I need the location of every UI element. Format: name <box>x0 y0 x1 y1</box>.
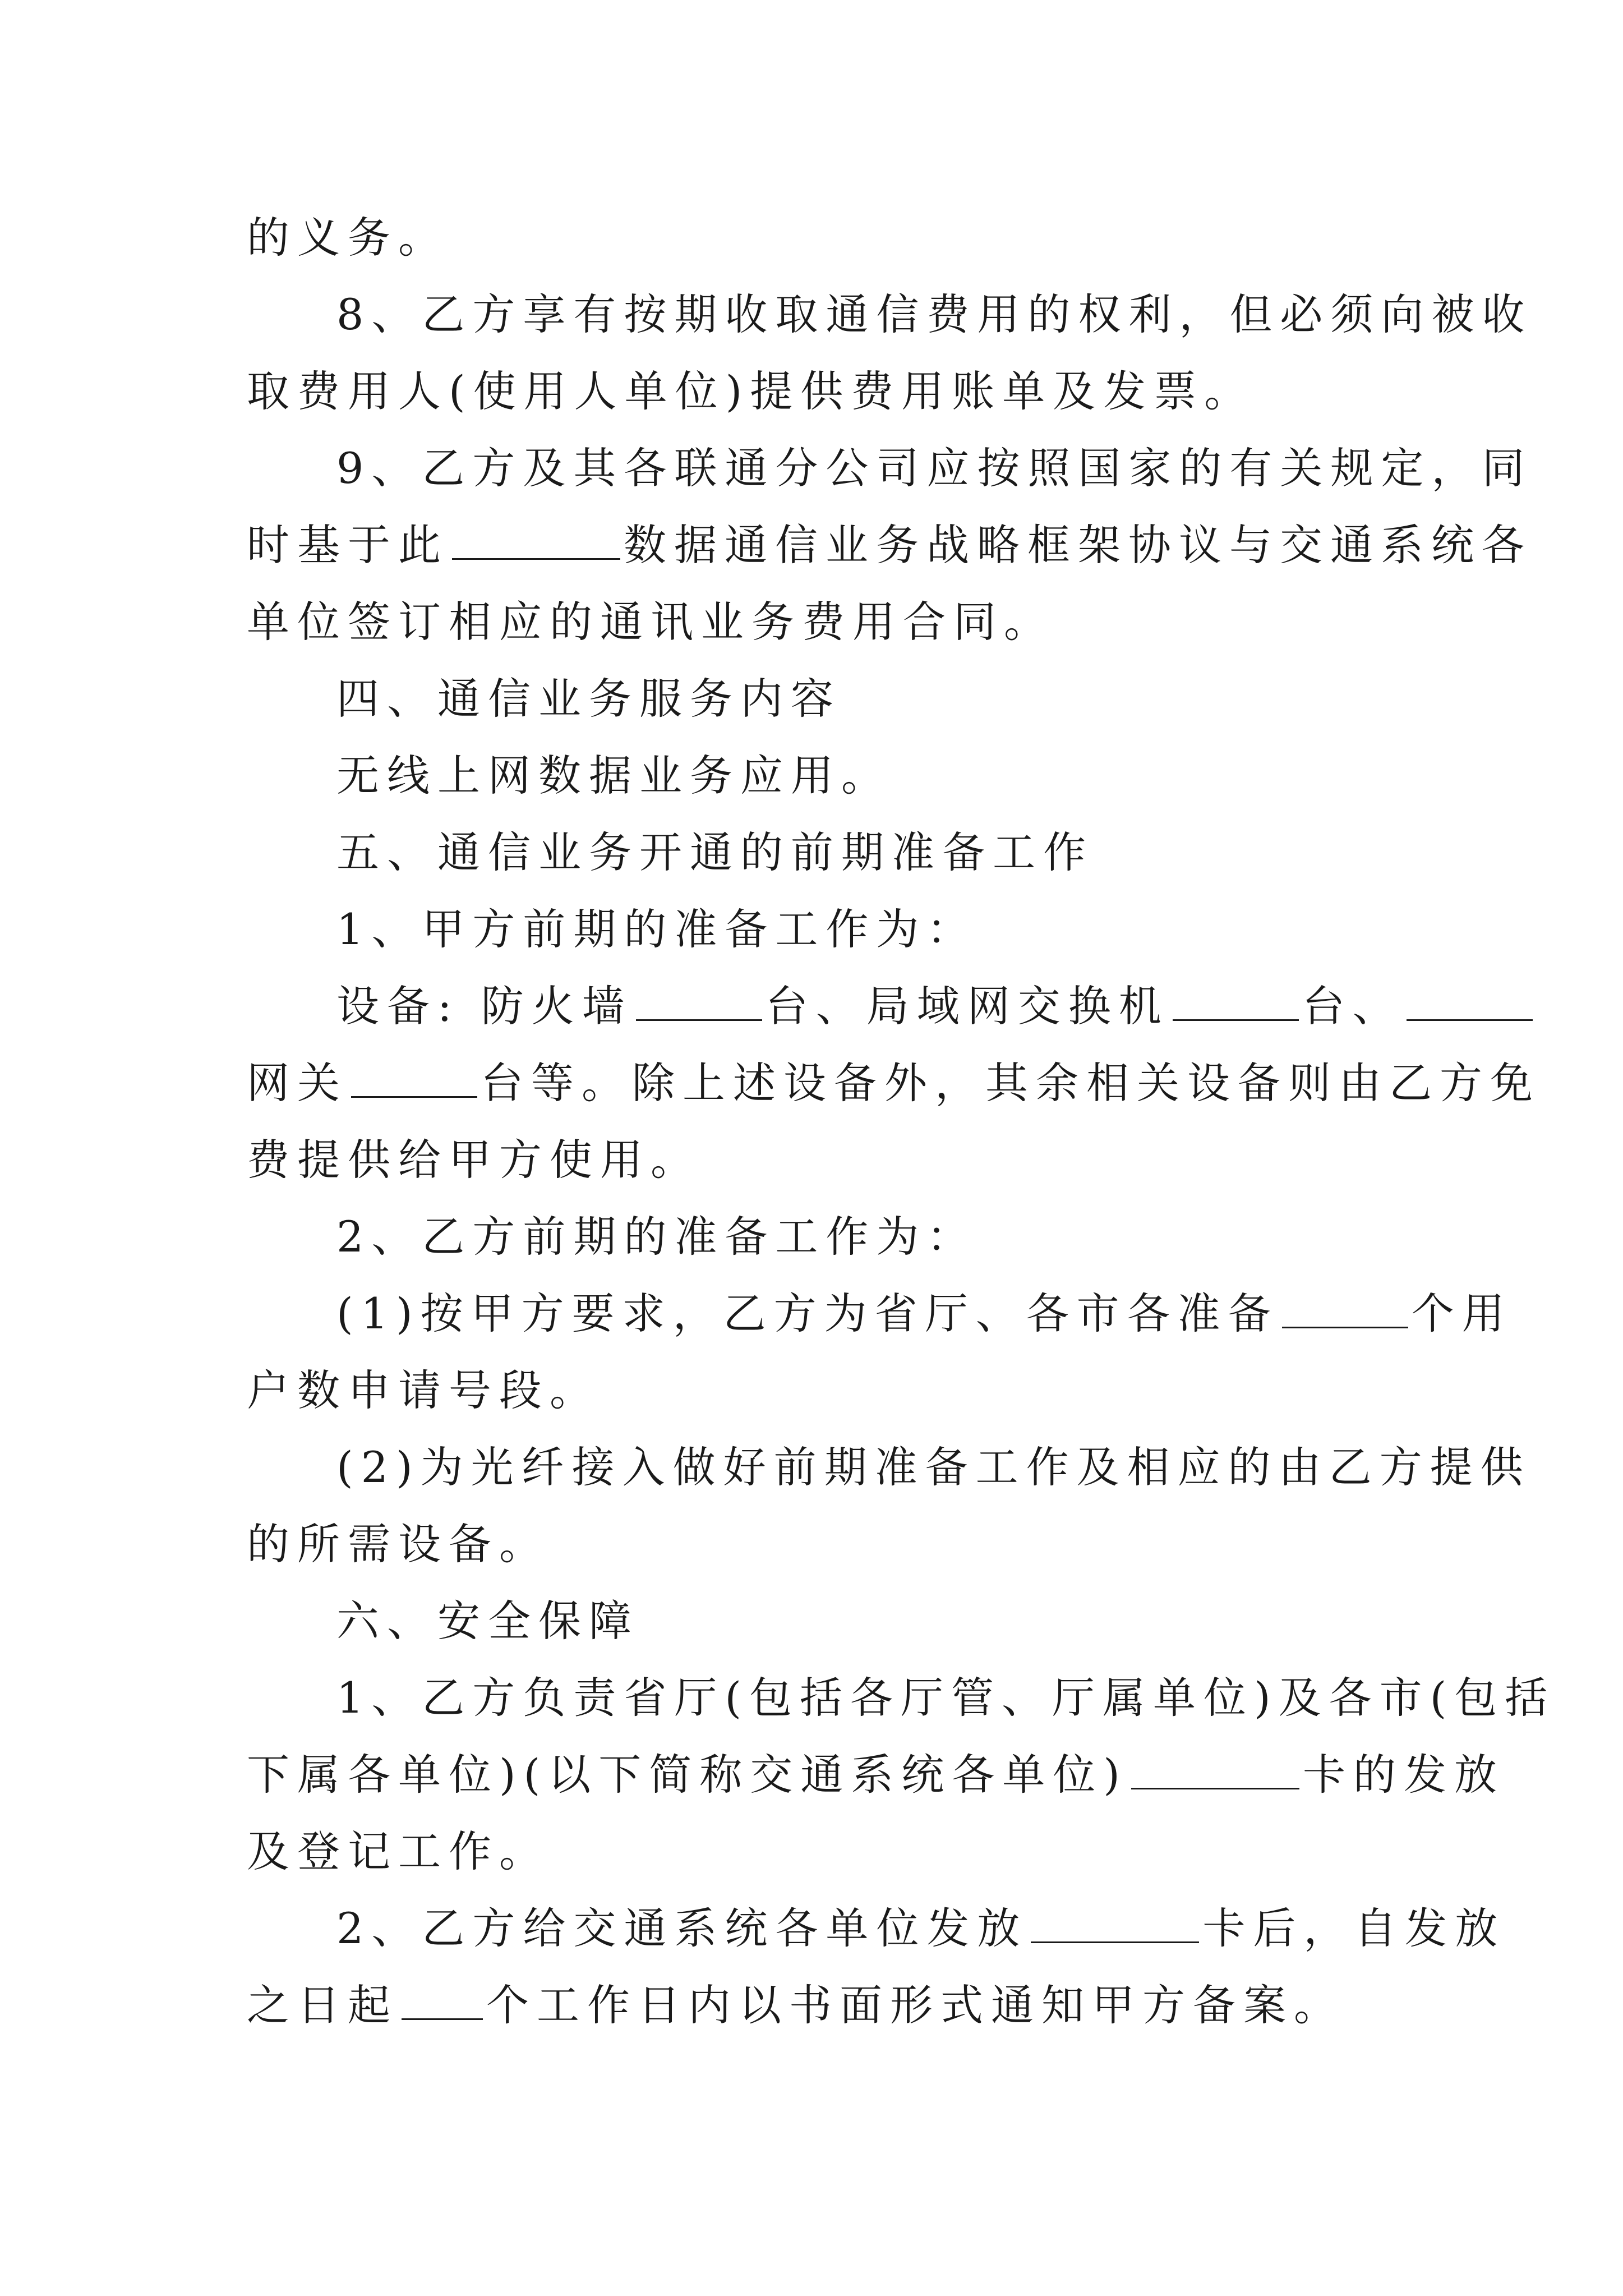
text-line <box>247 1659 1556 1736</box>
text-segment: 无线上网数据业务应用。 <box>336 751 892 800</box>
text-line <box>247 276 1533 353</box>
text-segment: 卡的发放 <box>1302 1750 1505 1800</box>
text-line <box>247 199 1391 276</box>
fill-in-blank <box>1282 1292 1408 1328</box>
text-segment: 1、乙方负责省厅(包括各厅管、厅属单位)及各市(包括 <box>336 1673 1556 1723</box>
text-segment: 及登记工作。 <box>247 1826 550 1876</box>
fill-in-blank <box>1131 1753 1299 1789</box>
fill-in-blank <box>636 984 762 1021</box>
fill-in-blank <box>1031 1907 1199 1943</box>
text-segment: 2、乙方前期的准备工作为： <box>336 1212 978 1262</box>
text-line <box>247 1429 1531 1506</box>
section-heading <box>247 1582 1391 1659</box>
text-segment: 的所需设备。 <box>247 1519 550 1569</box>
text-segment: 数据通信业务战略框架协议与交通系统各 <box>624 520 1532 570</box>
text-line <box>247 1198 1391 1275</box>
text-line <box>247 1967 1391 2044</box>
text-segment: (2)为光纤接入做好前期准备工作及相应的由乙方提供 <box>336 1442 1531 1492</box>
section-heading <box>247 814 1391 891</box>
text-segment: 8、乙方享有按期收取通信费用的权利，但必须向被收 <box>336 289 1533 339</box>
fill-in-blank <box>1407 984 1533 1021</box>
text-line <box>247 583 1391 660</box>
text-segment: 9、乙方及其各联通分公司应按照国家的有关规定，同 <box>336 443 1533 493</box>
text-segment: (1)按甲方要求，乙方为省厅、各市各准备 <box>336 1289 1279 1338</box>
text-line <box>247 1506 1391 1582</box>
text-segment: 费提供给甲方使用。 <box>247 1135 701 1185</box>
document-body <box>247 199 1556 2044</box>
text-segment: 2、乙方给交通系统各单位发放 <box>336 1903 1028 1953</box>
text-segment: 下属各单位)(以下简称交通系统各单位) <box>247 1750 1128 1800</box>
text-segment: 之日起 <box>247 1980 398 2030</box>
fill-in-blank <box>351 1061 477 1098</box>
text-line <box>247 891 1391 968</box>
text-line <box>247 1352 1391 1429</box>
text-line <box>247 353 1391 430</box>
text-segment: 卡后，自发放 <box>1202 1903 1506 1953</box>
text-segment: 个工作日内以书面形式通知甲方备案。 <box>486 1980 1344 2030</box>
text-segment: 台、 <box>1302 981 1403 1031</box>
fill-in-blank <box>452 523 620 560</box>
text-segment: 取费用人(使用人单位)提供费用账单及发票。 <box>247 366 1255 416</box>
text-segment: 四、通信业务服务内容 <box>336 674 841 724</box>
text-segment: 的义务。 <box>247 213 449 263</box>
fill-in-blank <box>1173 984 1299 1021</box>
text-segment: 时基于此 <box>247 520 449 570</box>
text-segment: 设备: 防火墙 <box>336 981 633 1031</box>
text-segment: 五、通信业务开通的前期准备工作 <box>336 827 1094 877</box>
text-line <box>247 1736 1505 1813</box>
text-segment: 户数申请号段。 <box>247 1365 600 1415</box>
text-line <box>247 507 1532 583</box>
fill-in-blank <box>402 1984 483 2020</box>
text-segment: 单位签订相应的通讯业务费用合同。 <box>247 597 1054 647</box>
text-segment: 六、安全保障 <box>336 1596 639 1646</box>
text-line <box>247 1121 1391 1198</box>
section-heading <box>247 660 1391 737</box>
text-line <box>247 1813 1391 1890</box>
text-line <box>247 1045 1541 1121</box>
text-segment: 台、局域网交换机 <box>765 981 1169 1031</box>
text-segment: 台等。除上述设备外，其余相关设备则由乙方免 <box>481 1058 1541 1108</box>
text-line <box>247 968 1403 1045</box>
text-line <box>247 1275 1513 1352</box>
text-line <box>247 430 1533 507</box>
text-line <box>247 737 1391 814</box>
text-segment: 个用 <box>1411 1289 1513 1338</box>
text-segment: 网关 <box>247 1058 348 1108</box>
text-line <box>247 1890 1506 1967</box>
text-segment: 1、甲方前期的准备工作为： <box>336 904 978 954</box>
